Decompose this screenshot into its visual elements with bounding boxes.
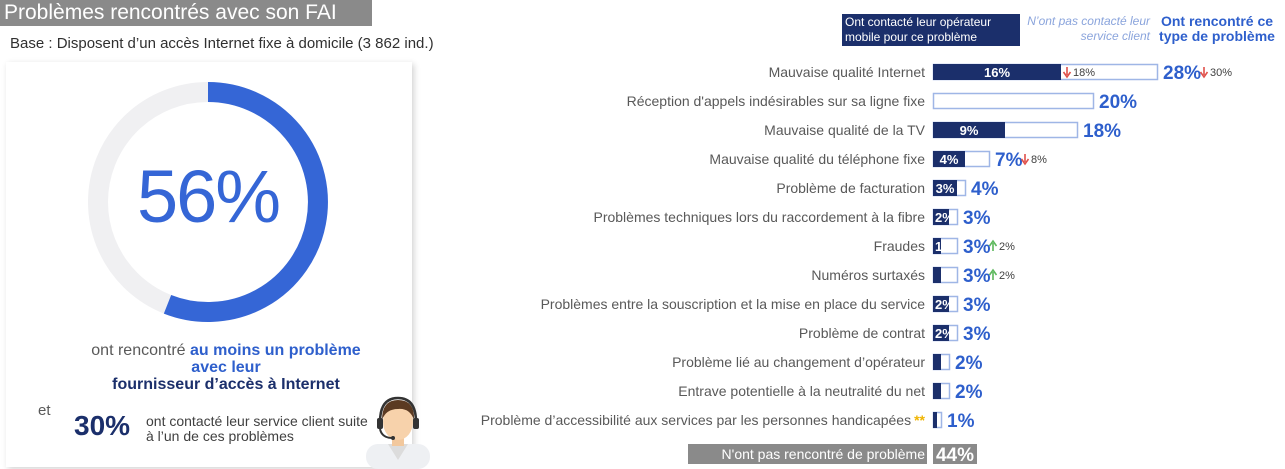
contact-percentage: 30% bbox=[74, 410, 131, 441]
total-value: 18% bbox=[1083, 121, 1122, 142]
contacted-value: 3% bbox=[935, 181, 955, 196]
legend-not-contacted: N’ont pas contacté leur service client bbox=[1027, 14, 1150, 43]
arrow-up-icon bbox=[990, 241, 997, 251]
and-word: et bbox=[38, 402, 51, 419]
arrow-down-icon bbox=[1201, 67, 1208, 77]
base-note: Base : Disposent d’un accès Internet fixe à domicile (3 862 ind.) bbox=[10, 35, 434, 52]
total-value: 3% bbox=[963, 266, 991, 287]
category-label: Problèmes techniques lors du raccordement à la fibre bbox=[593, 209, 925, 225]
category-label: Numéros surtaxés bbox=[811, 267, 925, 283]
contacted-bar bbox=[933, 412, 937, 428]
total-value: 28% bbox=[1163, 63, 1202, 84]
category-label: Problèmes entre la souscription et la mise en place du service bbox=[540, 296, 925, 312]
category-label: Mauvaise qualité du téléphone fixe bbox=[709, 151, 925, 167]
page-title: Problèmes rencontrés avec son FAI bbox=[0, 0, 372, 26]
contacted-bar bbox=[933, 354, 941, 370]
contacted-bar bbox=[933, 267, 941, 283]
total-previous-value: 2% bbox=[999, 270, 1015, 282]
category-label: Mauvaise qualité Internet bbox=[768, 64, 925, 80]
contacted-bar bbox=[933, 383, 941, 399]
contacted-value: 9% bbox=[959, 123, 979, 138]
contacted-value: 4% bbox=[939, 152, 959, 167]
total-value: 3% bbox=[963, 324, 991, 345]
total-value: 7% bbox=[995, 150, 1023, 171]
no-problem-label: N'ont pas rencontré de problème bbox=[721, 446, 925, 462]
category-label: Problème lié au changement d’opérateur bbox=[672, 354, 925, 370]
contacted-previous-value: 18% bbox=[1073, 67, 1096, 79]
category-label: Problème de facturation bbox=[776, 180, 925, 196]
total-bar bbox=[934, 94, 1094, 109]
category-label: Réception d'appels indésirables sur sa ligne fixe bbox=[626, 93, 925, 109]
arrow-down-icon bbox=[1022, 154, 1029, 164]
category-label: Problème de contrat bbox=[798, 325, 925, 341]
caption-dark: fournisseur d’accès à Internet bbox=[112, 376, 340, 393]
legend-contacted: Ont contacté leur opérateur mobile pour ce problème bbox=[842, 14, 1020, 46]
contacted-value: 1% bbox=[935, 239, 954, 254]
total-previous-value: 2% bbox=[999, 241, 1015, 253]
total-value: 20% bbox=[1099, 92, 1138, 113]
total-value: 2% bbox=[955, 353, 983, 374]
contacted-value: 16% bbox=[983, 65, 1011, 80]
caption-plain: ont rencontré bbox=[91, 342, 191, 359]
big-percentage: 56% bbox=[136, 155, 280, 238]
contacted-value: 2% bbox=[935, 326, 954, 341]
contact-text: ont contacté leur service client suite à l’un de ces problèmes bbox=[146, 413, 368, 444]
total-value: 3% bbox=[963, 237, 991, 258]
contacted-value: 2% bbox=[935, 297, 954, 312]
arrow-up-icon bbox=[990, 270, 997, 280]
category-label: Problème d’accessibilité aux services par les personnes handicapées ** bbox=[480, 412, 925, 428]
category-label: Fraudes bbox=[873, 238, 925, 254]
legend-encountered: Ont rencontré ce type de problème bbox=[1159, 13, 1275, 44]
total-value: 4% bbox=[971, 179, 999, 200]
total-previous-value: 8% bbox=[1031, 154, 1047, 166]
category-label: Entrave potentielle à la neutralité du net bbox=[678, 383, 925, 399]
total-value: 2% bbox=[955, 382, 983, 403]
caption-bold: au moins un problème avec leur bbox=[190, 342, 361, 376]
contacted-value: 2% bbox=[935, 210, 954, 225]
total-value: 1% bbox=[947, 411, 975, 432]
footnote-marker: ** bbox=[914, 412, 925, 428]
total-value: 3% bbox=[963, 295, 991, 316]
no-problem-value: 44% bbox=[935, 445, 975, 466]
total-previous-value: 30% bbox=[1210, 67, 1233, 79]
total-value: 3% bbox=[963, 208, 991, 229]
category-label: Mauvaise qualité de la TV bbox=[764, 122, 925, 138]
